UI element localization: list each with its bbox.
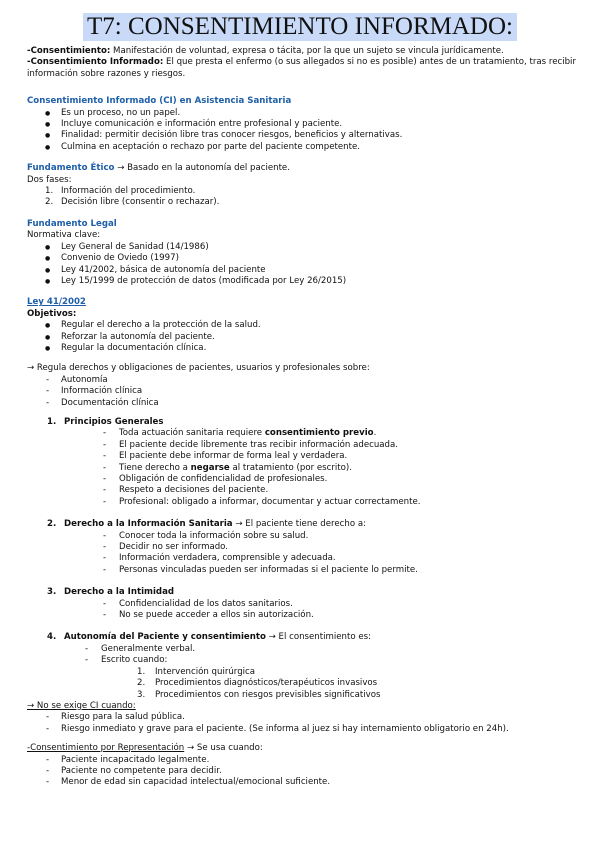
- legal-intro: Normativa clave:: [27, 230, 101, 241]
- heading-text: Fundamento Ético: [27, 163, 115, 174]
- item-text: Información del procedimiento.: [61, 186, 196, 197]
- item-text-end: .: [373, 428, 377, 439]
- definition-term: -Consentimiento:: [27, 46, 111, 56]
- item-number: 2.: [137, 678, 146, 689]
- title-wrap: [0, 13, 600, 43]
- heading-arrow-text: → Se usa cuando:: [184, 743, 263, 754]
- list-item: - Generalmente verbal.: [29, 644, 587, 655]
- list-regula: [27, 375, 587, 409]
- heading-text: Derecho a la Información Sanitaria: [64, 519, 233, 530]
- item-text: Tiene derecho a: [119, 462, 191, 473]
- item-bold: negarse: [190, 462, 230, 473]
- list-etico: [27, 186, 587, 209]
- heading-arrow-text: → El paciente tiene derecho a:: [232, 519, 367, 530]
- list-no-ci: [27, 712, 587, 735]
- list-item: ● Reforzar la autonomía del paciente.: [27, 332, 587, 343]
- intimidad-section: [27, 587, 587, 621]
- list-item: ● Ley 41/2002, básica de autonomía del paciente: [27, 265, 587, 276]
- item-text: Toda actuación sanitaria requiere: [119, 428, 265, 439]
- section-heading-legal: Fundamento Legal: [27, 218, 117, 229]
- list-item: ● Es un proceso, no un papel.: [27, 108, 587, 119]
- list-escrito: [47, 667, 587, 701]
- list-item: ● Culmina en aceptación o rechazo por parte del paciente competente.: [27, 142, 587, 153]
- section-heading-ley-link[interactable]: Ley 41/2002: [27, 297, 86, 308]
- item-text: Procedimientos diagnósticos/terapéuticos invasivos: [155, 678, 378, 689]
- section-number: 4.: [47, 632, 57, 643]
- list-item: - Menor de edad sin capacidad intelectual/emocional suficiente.: [27, 777, 587, 788]
- list-item: ● Regular el derecho a la protección de la salud.: [27, 320, 587, 331]
- list-item: - Decidir no ser informado.: [47, 542, 587, 553]
- list-item: ● Regular la documentación clínica.: [27, 343, 587, 354]
- content: [27, 46, 587, 789]
- list-informacion: [47, 531, 587, 577]
- list-item: - Riesgo para la salud pública.: [27, 712, 587, 723]
- section-heading-etico: [27, 163, 587, 174]
- list-item: - Información verdadera, comprensible y adecuada.: [47, 553, 587, 564]
- list-autonomia: [29, 644, 587, 667]
- list-intimidad: [47, 599, 587, 622]
- list-item: ● Finalidad: permitir decisión libre tras conocer riesgos, beneficios y alternativas.: [27, 130, 587, 141]
- list-item: - Documentación clínica: [27, 398, 587, 409]
- item-number: 3.: [137, 689, 146, 700]
- list-item: - El paciente debe informar de forma leal y verdadera.: [47, 451, 587, 462]
- list-item: [47, 678, 587, 689]
- list-item: - Personas vinculadas pueden ser informadas si el paciente lo permite.: [47, 565, 587, 576]
- list-item: ● Ley General de Sanidad (14/1986): [27, 242, 587, 253]
- list-item: [27, 197, 587, 208]
- section-number: 2.: [47, 519, 57, 530]
- informacion-section: [27, 519, 587, 576]
- item-text-end: al tratamiento (por escrito).: [229, 462, 352, 473]
- autonomia-section: [27, 632, 587, 700]
- list-item: [27, 186, 587, 197]
- list-item: [47, 690, 587, 701]
- section-heading-ci-sanitaria: Consentimiento Informado (CI) en Asistencia Sanitaria: [27, 96, 292, 107]
- list-item: - Información clínica: [27, 386, 587, 397]
- list-item: [47, 463, 587, 474]
- definition-consentimiento-informado: [27, 57, 587, 80]
- representacion-heading: [27, 743, 587, 754]
- list-item: - Riesgo inmediato y grave para el paciente. (Se informa al juez si hay internamiento obligatorio en 24h).: [27, 724, 587, 735]
- list-item: - Profesional: obligado a informar, documentar y actuar correctamente.: [47, 497, 587, 508]
- item-text: Procedimientos con riesgos previsibles significativos: [155, 689, 381, 700]
- list-representacion: [27, 755, 587, 789]
- heading-text: Derecho a la Intimidad: [64, 587, 175, 598]
- list-item: - Paciente no competente para decidir.: [27, 766, 587, 777]
- heading-text: Principios Generales: [64, 416, 164, 427]
- definition-text: El que presta el enfermo (o sus allegados si no es posible) antes de un tratamiento, tras recibir información sobre razones y riesgos.: [27, 57, 576, 79]
- item-number: 2.: [45, 197, 54, 208]
- item-number: 1.: [45, 186, 54, 197]
- heading-text: -Consentimiento por Representación: [27, 743, 185, 754]
- section-number: 1.: [47, 416, 57, 427]
- item-text: Intervención quirúrgica: [155, 666, 256, 677]
- list-item: - Obligación de confidencialidad de profesionales.: [47, 474, 587, 485]
- list-item: ● Ley 15/1999 de protección de datos (modificada por Ley 26/2015): [27, 276, 587, 287]
- list-item: - Respeto a decisiones del paciente.: [47, 485, 587, 496]
- objetivos-label: Objetivos:: [27, 308, 77, 319]
- no-ci-heading: → No se exige CI cuando:: [27, 700, 136, 711]
- list-item: ● Convenio de Oviedo (1997): [27, 253, 587, 264]
- list-objetivos: [27, 320, 587, 354]
- list-item: ● Incluye comunicación e información entre profesional y paciente.: [27, 119, 587, 130]
- regula-text: → Regula derechos y obligaciones de pacientes, usuarios y profesionales sobre:: [27, 363, 370, 374]
- heading-arrow-text: → Basado en la autonomía del paciente.: [114, 163, 290, 174]
- list-item: - Confidencialidad de los datos sanitarios.: [47, 599, 587, 610]
- list-item: [47, 667, 587, 678]
- list-item: - Conocer toda la información sobre su salud.: [47, 531, 587, 542]
- heading-arrow-text: → El consentimiento es:: [265, 632, 372, 643]
- intimidad-heading: [47, 587, 587, 598]
- list-item: - Escrito cuando:: [29, 655, 587, 666]
- list-legal: [27, 242, 587, 288]
- autonomia-heading: [47, 632, 587, 643]
- list-ci-sanitaria: [27, 108, 587, 154]
- item-bold: consentimiento previo: [264, 428, 374, 439]
- informacion-heading: [47, 519, 587, 530]
- list-item: [47, 428, 587, 439]
- item-number: 1.: [137, 666, 146, 677]
- list-item: - Paciente incapacitado legalmente.: [27, 755, 587, 766]
- definition-term: -Consentimiento Informado:: [27, 57, 164, 68]
- principios-heading: [47, 417, 587, 428]
- list-item: - Autonomía: [27, 375, 587, 386]
- list-item: - No se puede acceder a ellos sin autorización.: [47, 610, 587, 621]
- principios-section: [27, 417, 587, 508]
- heading-text: Autonomía del Paciente y consentimiento: [64, 632, 266, 643]
- list-principios: [47, 428, 587, 508]
- list-item: - El paciente decide libremente tras recibir información adecuada.: [47, 440, 587, 451]
- etico-intro: Dos fases:: [27, 174, 72, 185]
- section-number: 3.: [47, 587, 57, 598]
- definition-text: Manifestación de voluntad, expresa o tácita, por la que un sujeto se vincula jurídicamente.: [110, 46, 504, 56]
- page-title: T7: CONSENTIMIENTO INFORMADO:: [83, 13, 517, 41]
- definition-consentimiento: [27, 46, 587, 57]
- item-text: Decisión libre (consentir o rechazar).: [61, 197, 220, 208]
